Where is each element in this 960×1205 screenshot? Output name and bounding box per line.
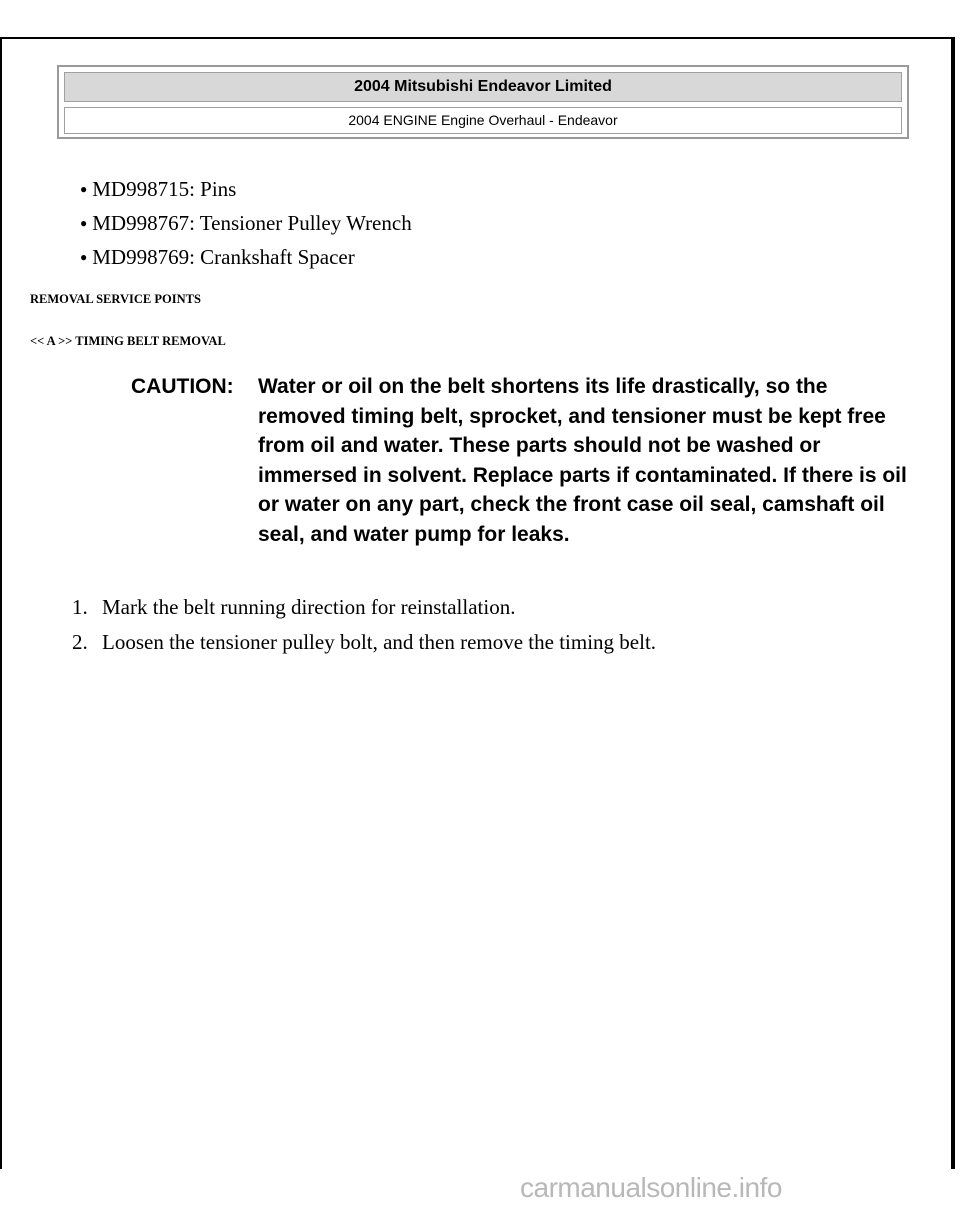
section-heading-timing-belt-removal: << A >> TIMING BELT REMOVAL bbox=[30, 334, 226, 348]
list-item: 2. Loosen the tensioner pulley bolt, and then remove the timing belt. bbox=[72, 630, 657, 654]
list-item: ● MD998769: Crankshaft Spacer bbox=[80, 245, 355, 269]
procedure-steps bbox=[72, 590, 656, 660]
bullet-icon: ● bbox=[80, 250, 88, 264]
watermark-footer: carmanualsonline.info bbox=[520, 1172, 782, 1203]
list-item: 1. Mark the belt running direction for reinstallation. bbox=[72, 595, 516, 619]
manual-subtitle: 2004 ENGINE Engine Overhaul - Endeavor bbox=[64, 107, 902, 134]
vehicle-title: 2004 Mitsubishi Endeavor Limited bbox=[64, 72, 902, 102]
bullet-icon: ● bbox=[80, 182, 88, 196]
caution-label: CAUTION: bbox=[131, 375, 234, 398]
list-item: ● MD998767: Tensioner Pulley Wrench bbox=[80, 211, 412, 235]
caution-block bbox=[131, 372, 911, 549]
bullet-icon: ● bbox=[80, 216, 88, 230]
special-tools-list bbox=[80, 172, 412, 274]
list-item: ● MD998715: Pins bbox=[80, 177, 237, 201]
caution-text: Water or oil on the belt shortens its life drastically, so the removed timing belt, sprocket, and tensioner must be kept free from oil and water. These parts should not be washed or immersed in solvent. Replace parts if contaminated. If there is oil or water on any part, check the front case oil seal, camshaft oil seal, and water pump for leaks. bbox=[258, 375, 907, 546]
section-heading-removal-service-points: REMOVAL SERVICE POINTS bbox=[30, 292, 201, 306]
document-header bbox=[57, 65, 909, 139]
